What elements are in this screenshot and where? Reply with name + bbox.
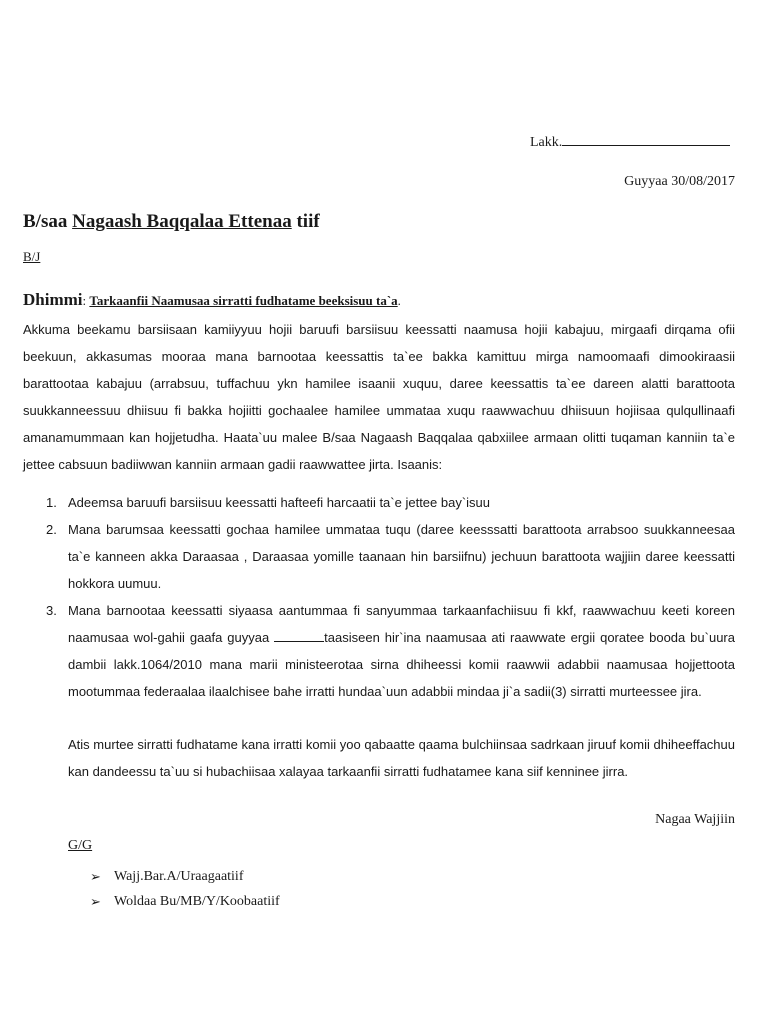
subject-line — [23, 290, 401, 310]
subject-text: Tarkaanfii Naamusaa sirratti fudhatame beeksisuu ta`a — [89, 293, 398, 308]
list-item — [40, 597, 735, 705]
body-paragraph: Akkuma beekamu barsiisaan kamiiyyuu hojii baruufi barsiisuu keessatti naamusa hojii kabajuu, mirgaafi dirqama ofii beekuun, akkasumas mooraa mana barnootaa keessattis ta`ee bakka kamittuu mirga namoomaafi dimookiraasii barattootaa kabajuu (arrabsuu, tuffachuu ykn hamilee isaanii xuquu, daree keessattis ta`ee dareen alatti barattoota suukkanneessuu dhiisuu fi bakka hojiitti gochaalee hamilee ummataa xuqu raawwachuu dhiisuun hojiisaa qulqullinaafi amanamummaan kan hojjetudha. Haata`uu malee B/saa Nagaash Baqqalaa qabxiilee armaan olitti tuqaman kanniin ta`e jettee cabsuun badiiwwan kanniin armaan gadii raawwattee jirta. Isaanis: — [23, 322, 735, 472]
list-item — [40, 516, 735, 597]
list-item — [40, 489, 735, 516]
recipient-line — [23, 211, 320, 233]
date-blank — [274, 629, 324, 642]
list-item-number: 3. — [46, 603, 57, 618]
recipient-prefix: B/saa — [23, 211, 73, 232]
signature-line: Nagaa Wajjiin — [655, 812, 735, 827]
list-item-number: 2. — [46, 522, 57, 537]
letter-date: Guyyaa 30/08/2017 — [624, 174, 735, 189]
violations-list — [40, 489, 735, 705]
cc-item — [90, 889, 280, 914]
reference-blank — [562, 133, 730, 146]
cc-label: G/G — [68, 838, 93, 853]
list-item-text: Adeemsa baruufi barsiisuu keessatti hafteefi harcaatii ta`e jettee bay`isuu — [68, 495, 491, 510]
subject-label: Dhimmi — [23, 290, 83, 309]
cc-item — [90, 864, 280, 889]
subject-colon: : — [82, 293, 90, 308]
cc-list — [90, 864, 280, 914]
list-item-text-b: taasiseen hir`ina naamusaa ati raawwate ergii qoratee booda bu`uura dambii lakk.1064/2010 mana marii ministeerotaa sirna dhiheessi komii raawwii adabbii naamusaa hojjettoota mootummaa federaalaa ilaalchisee bahe irratti hundaa`uun adabbii mindaa ji`a sadii(3) sirratti murteessee jira. — [68, 630, 735, 699]
list-item-text-a: Mana barnootaa keessatti siyaasa aantummaa fi sanyummaa tarkaanfachiisuu fi kkf, raawwachuu keeti koreen naamusaa wol-gahii gaafa guyyaa — [68, 603, 735, 645]
list-item-text: Mana barumsaa keessatti gochaa hamilee ummataa tuqu (daree keesssatti barattoota arrabsoo suukkanneesaa ta`e kanneen akka Daraasaa , Daraasaa yomille taanaan hin barsiifnu) jechuun barattoota wajjiin daree keessatti hokkora uumuu. — [68, 522, 735, 591]
arrow-bullet-icon: ➢ — [90, 894, 101, 909]
cc-item-text: Woldaa Bu/MB/Y/Koobaatiif — [114, 894, 280, 909]
reference-number — [530, 133, 730, 151]
subject-end: . — [397, 293, 401, 308]
recipient-name: Nagaash Baqqalaa Ettenaa — [72, 211, 292, 232]
list-item-number: 1. — [46, 495, 57, 510]
cc-item-text: Wajj.Bar.A/Uraagaatiif — [114, 869, 244, 884]
reference-label: Lakk. — [530, 135, 563, 150]
closing-note: Atis murtee sirratti fudhatame kana irratti komii yoo qabaatte qaama bulchiinsaa sadrkaan jiruuf komii dhiheeffachuu kan dandeessu ta`uu si hubachiisaa xalayaa tarkaanfii sirratti fudhatamee kana siif kenninee jirra. — [68, 737, 735, 779]
recipient-address: B/J — [23, 249, 41, 264]
recipient-suffix: tiif — [291, 211, 320, 232]
arrow-bullet-icon: ➢ — [90, 869, 101, 884]
